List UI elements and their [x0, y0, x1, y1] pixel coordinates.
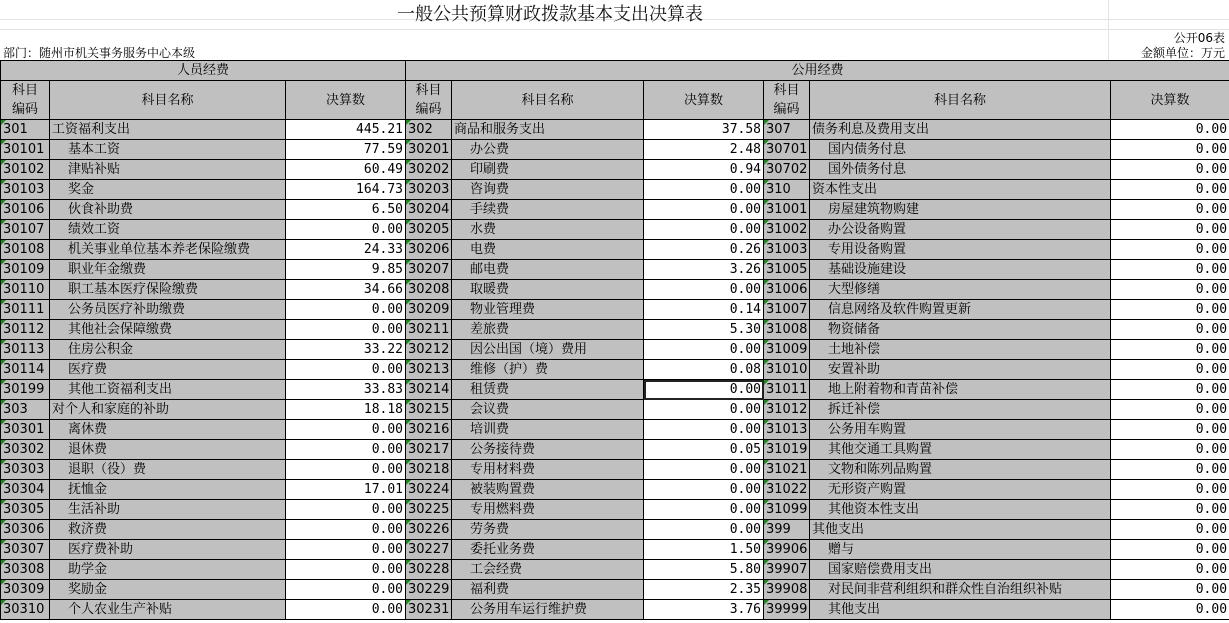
amount-cell[interactable]: 445.21 — [286, 120, 406, 140]
subject-name-cell[interactable]: 抚恤金 — [50, 480, 286, 500]
amount-cell[interactable]: 0.00 — [1111, 560, 1229, 580]
subject-code-cell[interactable]: 31002 — [764, 220, 810, 240]
subject-code-cell[interactable]: 30202 — [406, 160, 452, 180]
subject-name-cell[interactable]: 培训费 — [452, 420, 644, 440]
subject-code-cell[interactable]: 30305 — [1, 500, 50, 520]
subject-name-cell[interactable]: 债务利息及费用支出 — [810, 120, 1111, 140]
subject-name-cell[interactable]: 对民间非营利组织和群众性自治组织补贴 — [810, 580, 1111, 600]
table-row — [1, 400, 1229, 420]
subject-name-cell[interactable]: 赠与 — [810, 540, 1111, 560]
amount-cell[interactable]: 0.00 — [1111, 400, 1229, 420]
subject-code-cell[interactable]: 303 — [1, 400, 50, 420]
amount-cell[interactable]: 0.00 — [1111, 200, 1229, 220]
header-name[interactable]: 科目名称 — [810, 81, 1111, 120]
subject-code-cell[interactable]: 31007 — [764, 300, 810, 320]
subject-code-cell[interactable]: 30203 — [406, 180, 452, 200]
amount-cell[interactable]: 0.00 — [286, 540, 406, 560]
subject-name-cell[interactable]: 办公费 — [452, 140, 644, 160]
subject-code-cell[interactable]: 39999 — [764, 600, 810, 620]
amount-cell[interactable]: 0.00 — [644, 280, 764, 300]
subject-code-cell[interactable]: 31012 — [764, 400, 810, 420]
amount-cell[interactable]: 0.00 — [1111, 120, 1229, 140]
amount-cell[interactable]: 0.00 — [286, 580, 406, 600]
subject-code-cell[interactable]: 31009 — [764, 340, 810, 360]
subject-name-cell[interactable]: 个人农业生产补贴 — [50, 600, 286, 620]
amount-cell[interactable]: 0.00 — [1111, 260, 1229, 280]
table-row — [1, 240, 1229, 260]
amount-cell[interactable]: 0.00 — [286, 360, 406, 380]
subject-code-cell[interactable]: 31006 — [764, 280, 810, 300]
subject-name-cell[interactable]: 拆迁补偿 — [810, 400, 1111, 420]
subject-name-cell[interactable]: 奖金 — [50, 180, 286, 200]
amount-cell[interactable]: 3.76 — [644, 600, 764, 620]
header-amount[interactable]: 决算数 — [1111, 81, 1229, 120]
amount-cell[interactable]: 33.83 — [286, 380, 406, 400]
subject-name-cell[interactable]: 基本工资 — [50, 140, 286, 160]
amount-cell[interactable]: 0.00 — [1111, 180, 1229, 200]
subject-name-cell[interactable]: 其他社会保障缴费 — [50, 320, 286, 340]
subject-name-cell[interactable]: 大型修缮 — [810, 280, 1111, 300]
subject-code-cell[interactable]: 31001 — [764, 200, 810, 220]
gridline — [1108, 0, 1109, 61]
amount-cell[interactable]: 0.00 — [1111, 340, 1229, 360]
subject-name-cell[interactable]: 公务用车运行维护费 — [452, 600, 644, 620]
subject-name-cell[interactable]: 工资福利支出 — [50, 120, 286, 140]
amount-cell[interactable]: 0.00 — [644, 480, 764, 500]
subject-code-cell[interactable]: 30212 — [406, 340, 452, 360]
amount-cell[interactable]: 0.00 — [644, 340, 764, 360]
amount-cell[interactable]: 0.00 — [1111, 240, 1229, 260]
subject-code-cell[interactable]: 30306 — [1, 520, 50, 540]
amount-cell[interactable]: 0.00 — [1111, 520, 1229, 540]
amount-cell[interactable]: 0.00 — [1111, 440, 1229, 460]
table-row — [1, 500, 1229, 520]
subject-name-cell[interactable]: 退休费 — [50, 440, 286, 460]
header-amount[interactable]: 决算数 — [286, 81, 406, 120]
table-row — [1, 200, 1229, 220]
subject-code-cell[interactable]: 31022 — [764, 480, 810, 500]
table-row — [1, 420, 1229, 440]
subject-code-cell[interactable]: 30308 — [1, 560, 50, 580]
amount-cell[interactable]: 0.00 — [1111, 540, 1229, 560]
subject-code-cell[interactable]: 39906 — [764, 540, 810, 560]
table-row — [1, 560, 1229, 580]
subject-code-cell[interactable]: 30108 — [1, 240, 50, 260]
subject-name-cell[interactable]: 其他支出 — [810, 600, 1111, 620]
amount-cell[interactable]: 0.00 — [1111, 360, 1229, 380]
table-row — [1, 140, 1229, 160]
subject-name-cell[interactable]: 退职（役）费 — [50, 460, 286, 480]
subject-name-cell[interactable]: 助学金 — [50, 560, 286, 580]
amount-cell[interactable]: 2.48 — [644, 140, 764, 160]
amount-cell[interactable]: 34.66 — [286, 280, 406, 300]
subject-name-cell[interactable]: 其他工资福利支出 — [50, 380, 286, 400]
subject-name-cell[interactable]: 救济费 — [50, 520, 286, 540]
table-row — [1, 600, 1229, 620]
subject-name-cell[interactable]: 物业管理费 — [452, 300, 644, 320]
subject-name-cell[interactable]: 维修（护）费 — [452, 360, 644, 380]
subject-name-cell[interactable]: 奖励金 — [50, 580, 286, 600]
subject-name-cell[interactable]: 取暖费 — [452, 280, 644, 300]
subject-code-cell[interactable]: 30702 — [764, 160, 810, 180]
subject-name-cell[interactable]: 专用燃料费 — [452, 500, 644, 520]
amount-cell[interactable]: 0.00 — [644, 220, 764, 240]
subject-name-cell[interactable]: 离休费 — [50, 420, 286, 440]
table-row — [1, 540, 1229, 560]
amount-cell[interactable]: 0.00 — [644, 380, 764, 400]
subject-name-cell[interactable]: 医疗费 — [50, 360, 286, 380]
subject-code-cell[interactable]: 30102 — [1, 160, 50, 180]
subject-code-cell[interactable]: 30201 — [406, 140, 452, 160]
table-row — [1, 340, 1229, 360]
subject-code-cell[interactable]: 30309 — [1, 580, 50, 600]
table-row — [1, 460, 1229, 480]
subject-code-cell[interactable]: 30231 — [406, 600, 452, 620]
amount-cell[interactable]: 0.00 — [286, 420, 406, 440]
subject-code-cell[interactable]: 30209 — [406, 300, 452, 320]
column-header-row — [1, 81, 1229, 120]
amount-cell[interactable]: 0.94 — [644, 160, 764, 180]
subject-code-cell[interactable]: 302 — [406, 120, 452, 140]
table-row — [1, 300, 1229, 320]
subject-name-cell[interactable]: 土地补偿 — [810, 340, 1111, 360]
header-code-label: 科目 编码 — [773, 83, 800, 117]
subject-code-cell[interactable]: 31019 — [764, 440, 810, 460]
subject-name-cell[interactable]: 机关事业单位基本养老保险缴费 — [50, 240, 286, 260]
table-row — [1, 380, 1229, 400]
subject-code-cell[interactable]: 310 — [764, 180, 810, 200]
subject-name-cell[interactable]: 手续费 — [452, 200, 644, 220]
subject-code-cell[interactable]: 30205 — [406, 220, 452, 240]
subject-name-cell[interactable]: 伙食补助费 — [50, 200, 286, 220]
amount-cell[interactable]: 0.00 — [1111, 300, 1229, 320]
subject-name-cell[interactable]: 公务用车购置 — [810, 420, 1111, 440]
table-row — [1, 280, 1229, 300]
amount-cell[interactable]: 0.05 — [644, 440, 764, 460]
amount-cell[interactable]: 17.01 — [286, 480, 406, 500]
amount-cell[interactable]: 0.00 — [644, 520, 764, 540]
subject-code-cell[interactable]: 30103 — [1, 180, 50, 200]
amount-cell[interactable]: 0.00 — [1111, 580, 1229, 600]
subject-code-cell[interactable]: 30227 — [406, 540, 452, 560]
subject-code-cell[interactable]: 30106 — [1, 200, 50, 220]
amount-cell[interactable]: 0.26 — [644, 240, 764, 260]
subject-name-cell[interactable]: 生活补助 — [50, 500, 286, 520]
amount-cell[interactable]: 0.00 — [286, 220, 406, 240]
subject-name-cell[interactable]: 安置补助 — [810, 360, 1111, 380]
subject-name-cell[interactable]: 住房公积金 — [50, 340, 286, 360]
subject-code-cell[interactable]: 30302 — [1, 440, 50, 460]
amount-cell[interactable]: 0.00 — [644, 460, 764, 480]
subject-name-cell[interactable]: 办公设备购置 — [810, 220, 1111, 240]
subject-name-cell[interactable]: 信息网络及软件购置更新 — [810, 300, 1111, 320]
subject-name-cell[interactable]: 基础设施建设 — [810, 260, 1111, 280]
subject-code-cell[interactable]: 31013 — [764, 420, 810, 440]
subject-code-cell[interactable]: 399 — [764, 520, 810, 540]
subject-name-cell[interactable]: 国家赔偿费用支出 — [810, 560, 1111, 580]
amount-cell[interactable]: 37.58 — [644, 120, 764, 140]
subject-code-cell[interactable]: 39908 — [764, 580, 810, 600]
amount-cell[interactable]: 0.00 — [286, 500, 406, 520]
amount-cell[interactable]: 33.22 — [286, 340, 406, 360]
subject-name-cell[interactable]: 文物和陈列品购置 — [810, 460, 1111, 480]
subject-code-cell[interactable]: 30107 — [1, 220, 50, 240]
amount-cell[interactable]: 1.50 — [644, 540, 764, 560]
subject-code-cell[interactable]: 30114 — [1, 360, 50, 380]
amount-cell[interactable]: 0.00 — [644, 180, 764, 200]
subject-name-cell[interactable]: 委托业务费 — [452, 540, 644, 560]
subject-code-cell[interactable]: 30112 — [1, 320, 50, 340]
subject-code-cell[interactable]: 30229 — [406, 580, 452, 600]
subject-name-cell[interactable]: 地上附着物和青苗补偿 — [810, 380, 1111, 400]
amount-cell[interactable]: 0.00 — [1111, 600, 1229, 620]
subject-name-cell[interactable]: 工会经费 — [452, 560, 644, 580]
amount-cell[interactable]: 0.08 — [644, 360, 764, 380]
subject-code-cell[interactable]: 31005 — [764, 260, 810, 280]
subject-name-cell[interactable]: 邮电费 — [452, 260, 644, 280]
amount-cell[interactable]: 0.00 — [1111, 320, 1229, 340]
subject-name-cell[interactable]: 租赁费 — [452, 380, 644, 400]
form-number: 公开06表 — [1173, 31, 1225, 45]
subject-code-cell[interactable]: 30207 — [406, 260, 452, 280]
amount-cell[interactable]: 0.00 — [286, 300, 406, 320]
amount-cell[interactable]: 77.59 — [286, 140, 406, 160]
subject-code-cell[interactable]: 30228 — [406, 560, 452, 580]
subject-name-cell[interactable]: 无形资产购置 — [810, 480, 1111, 500]
subject-code-cell[interactable]: 30218 — [406, 460, 452, 480]
subject-name-cell[interactable]: 印刷费 — [452, 160, 644, 180]
amount-cell[interactable]: 0.00 — [1111, 160, 1229, 180]
subject-code-cell[interactable]: 30310 — [1, 600, 50, 620]
amount-cell[interactable]: 6.50 — [286, 200, 406, 220]
subject-code-cell[interactable]: 31099 — [764, 500, 810, 520]
subject-name-cell[interactable]: 其他交通工具购置 — [810, 440, 1111, 460]
amount-cell[interactable]: 0.00 — [1111, 280, 1229, 300]
table-row — [1, 440, 1229, 460]
table-row — [1, 580, 1229, 600]
amount-cell[interactable]: 3.26 — [644, 260, 764, 280]
subject-code-cell[interactable]: 30307 — [1, 540, 50, 560]
amount-cell[interactable]: 0.00 — [644, 420, 764, 440]
amount-cell[interactable]: 0.00 — [286, 460, 406, 480]
amount-cell[interactable]: 0.00 — [286, 600, 406, 620]
unit-label: 金额单位：万元 — [1140, 46, 1225, 60]
page-title: 一般公共预算财政拨款基本支出决算表 — [397, 4, 703, 25]
table-row — [1, 480, 1229, 500]
header-code[interactable] — [764, 81, 810, 120]
subject-code-cell[interactable]: 30217 — [406, 440, 452, 460]
amount-cell[interactable]: 9.85 — [286, 260, 406, 280]
header-amount[interactable]: 决算数 — [644, 81, 764, 120]
amount-cell[interactable]: 0.00 — [1111, 460, 1229, 480]
amount-cell[interactable]: 5.80 — [644, 560, 764, 580]
subject-name-cell[interactable]: 津贴补贴 — [50, 160, 286, 180]
subject-name-cell[interactable]: 被装购置费 — [452, 480, 644, 500]
header-code-label: 科目 编码 — [11, 83, 38, 117]
subject-name-cell[interactable]: 水费 — [452, 220, 644, 240]
subject-code-cell[interactable]: 30225 — [406, 500, 452, 520]
subject-name-cell[interactable]: 职业年金缴费 — [50, 260, 286, 280]
group-public[interactable]: 公用经费 — [406, 61, 1229, 81]
subject-name-cell[interactable]: 其他资本性支出 — [810, 500, 1111, 520]
subject-name-cell[interactable]: 因公出国（境）费用 — [452, 340, 644, 360]
amount-cell[interactable]: 0.00 — [286, 320, 406, 340]
subject-code-cell[interactable]: 30101 — [1, 140, 50, 160]
subject-name-cell[interactable]: 公务员医疗补助缴费 — [50, 300, 286, 320]
subject-name-cell[interactable]: 福利费 — [452, 580, 644, 600]
subject-code-cell[interactable]: 31008 — [764, 320, 810, 340]
subject-name-cell[interactable]: 国外债务付息 — [810, 160, 1111, 180]
subject-name-cell[interactable]: 会议费 — [452, 400, 644, 420]
subject-code-cell[interactable]: 30701 — [764, 140, 810, 160]
subject-code-cell[interactable]: 31010 — [764, 360, 810, 380]
amount-cell[interactable]: 0.00 — [1111, 480, 1229, 500]
group-personnel[interactable]: 人员经费 — [1, 61, 406, 81]
subject-code-cell[interactable]: 30303 — [1, 460, 50, 480]
subject-code-cell[interactable]: 30208 — [406, 280, 452, 300]
subject-name-cell[interactable]: 职工基本医疗保险缴费 — [50, 280, 286, 300]
table-row — [1, 320, 1229, 340]
subject-code-cell[interactable]: 30226 — [406, 520, 452, 540]
group-header-row — [1, 61, 1229, 81]
subject-code-cell[interactable]: 30204 — [406, 200, 452, 220]
subject-code-cell[interactable]: 30215 — [406, 400, 452, 420]
subject-code-cell[interactable]: 30113 — [1, 340, 50, 360]
subject-name-cell[interactable]: 国内债务付息 — [810, 140, 1111, 160]
amount-cell[interactable]: 0.00 — [286, 440, 406, 460]
amount-cell[interactable]: 0.00 — [1111, 140, 1229, 160]
amount-cell[interactable]: 0.14 — [644, 300, 764, 320]
department-label: 部门：随州市机关事务服务中心本级 — [3, 46, 196, 60]
table-body — [1, 120, 1229, 620]
table-row — [1, 120, 1229, 140]
subject-name-cell[interactable]: 其他支出 — [810, 520, 1111, 540]
subject-code-cell[interactable]: 30199 — [1, 380, 50, 400]
amount-cell[interactable]: 24.33 — [286, 240, 406, 260]
subject-name-cell[interactable]: 专用材料费 — [452, 460, 644, 480]
subject-code-cell[interactable]: 30213 — [406, 360, 452, 380]
subject-code-cell[interactable]: 30304 — [1, 480, 50, 500]
header-code[interactable] — [406, 81, 452, 120]
amount-cell[interactable]: 60.49 — [286, 160, 406, 180]
amount-cell[interactable]: 0.00 — [1111, 380, 1229, 400]
subject-code-cell[interactable]: 39907 — [764, 560, 810, 580]
subject-code-cell[interactable]: 31011 — [764, 380, 810, 400]
subject-code-cell[interactable]: 30211 — [406, 320, 452, 340]
amount-cell[interactable]: 0.00 — [1111, 220, 1229, 240]
subject-code-cell[interactable]: 30216 — [406, 420, 452, 440]
amount-cell[interactable]: 0.00 — [644, 400, 764, 420]
amount-cell[interactable]: 18.18 — [286, 400, 406, 420]
subject-name-cell[interactable]: 绩效工资 — [50, 220, 286, 240]
subject-code-cell[interactable]: 31021 — [764, 460, 810, 480]
table-row — [1, 360, 1229, 380]
table-row — [1, 260, 1229, 280]
subject-code-cell[interactable]: 301 — [1, 120, 50, 140]
subject-code-cell[interactable]: 30206 — [406, 240, 452, 260]
amount-cell[interactable]: 0.00 — [644, 200, 764, 220]
subject-name-cell[interactable]: 电费 — [452, 240, 644, 260]
subject-code-cell[interactable]: 30224 — [406, 480, 452, 500]
amount-cell[interactable]: 0.00 — [286, 520, 406, 540]
table-row — [1, 180, 1229, 200]
header-name[interactable]: 科目名称 — [50, 81, 286, 120]
subject-code-cell[interactable]: 30214 — [406, 380, 452, 400]
subject-name-cell[interactable]: 差旅费 — [452, 320, 644, 340]
subject-code-cell[interactable]: 31003 — [764, 240, 810, 260]
amount-cell[interactable]: 2.35 — [644, 580, 764, 600]
subject-name-cell[interactable]: 咨询费 — [452, 180, 644, 200]
amount-cell[interactable]: 5.30 — [644, 320, 764, 340]
subject-name-cell[interactable]: 医疗费补助 — [50, 540, 286, 560]
subject-code-cell[interactable]: 30110 — [1, 280, 50, 300]
subject-name-cell[interactable]: 对个人和家庭的补助 — [50, 400, 286, 420]
subject-name-cell[interactable]: 公务接待费 — [452, 440, 644, 460]
amount-cell[interactable]: 0.00 — [286, 560, 406, 580]
subject-name-cell[interactable]: 专用设备购置 — [810, 240, 1111, 260]
subject-code-cell[interactable]: 30301 — [1, 420, 50, 440]
subject-name-cell[interactable]: 资本性支出 — [810, 180, 1111, 200]
header-code-label: 科目 编码 — [415, 83, 442, 117]
header-code[interactable] — [1, 81, 50, 120]
subject-code-cell[interactable]: 307 — [764, 120, 810, 140]
subject-name-cell[interactable]: 房屋建筑物购建 — [810, 200, 1111, 220]
title-area — [0, 0, 1229, 30]
subject-code-cell[interactable]: 30111 — [1, 300, 50, 320]
amount-cell[interactable]: 164.73 — [286, 180, 406, 200]
subject-code-cell[interactable]: 30109 — [1, 260, 50, 280]
amount-cell[interactable]: 0.00 — [644, 500, 764, 520]
subject-name-cell[interactable]: 商品和服务支出 — [452, 120, 644, 140]
table-row — [1, 520, 1229, 540]
table-row — [1, 220, 1229, 240]
amount-cell[interactable]: 0.00 — [1111, 420, 1229, 440]
subject-name-cell[interactable]: 物资储备 — [810, 320, 1111, 340]
table-row — [1, 160, 1229, 180]
header-name[interactable]: 科目名称 — [452, 81, 644, 120]
subject-name-cell[interactable]: 劳务费 — [452, 520, 644, 540]
expenditure-table — [0, 60, 1229, 620]
amount-cell[interactable]: 0.00 — [1111, 500, 1229, 520]
